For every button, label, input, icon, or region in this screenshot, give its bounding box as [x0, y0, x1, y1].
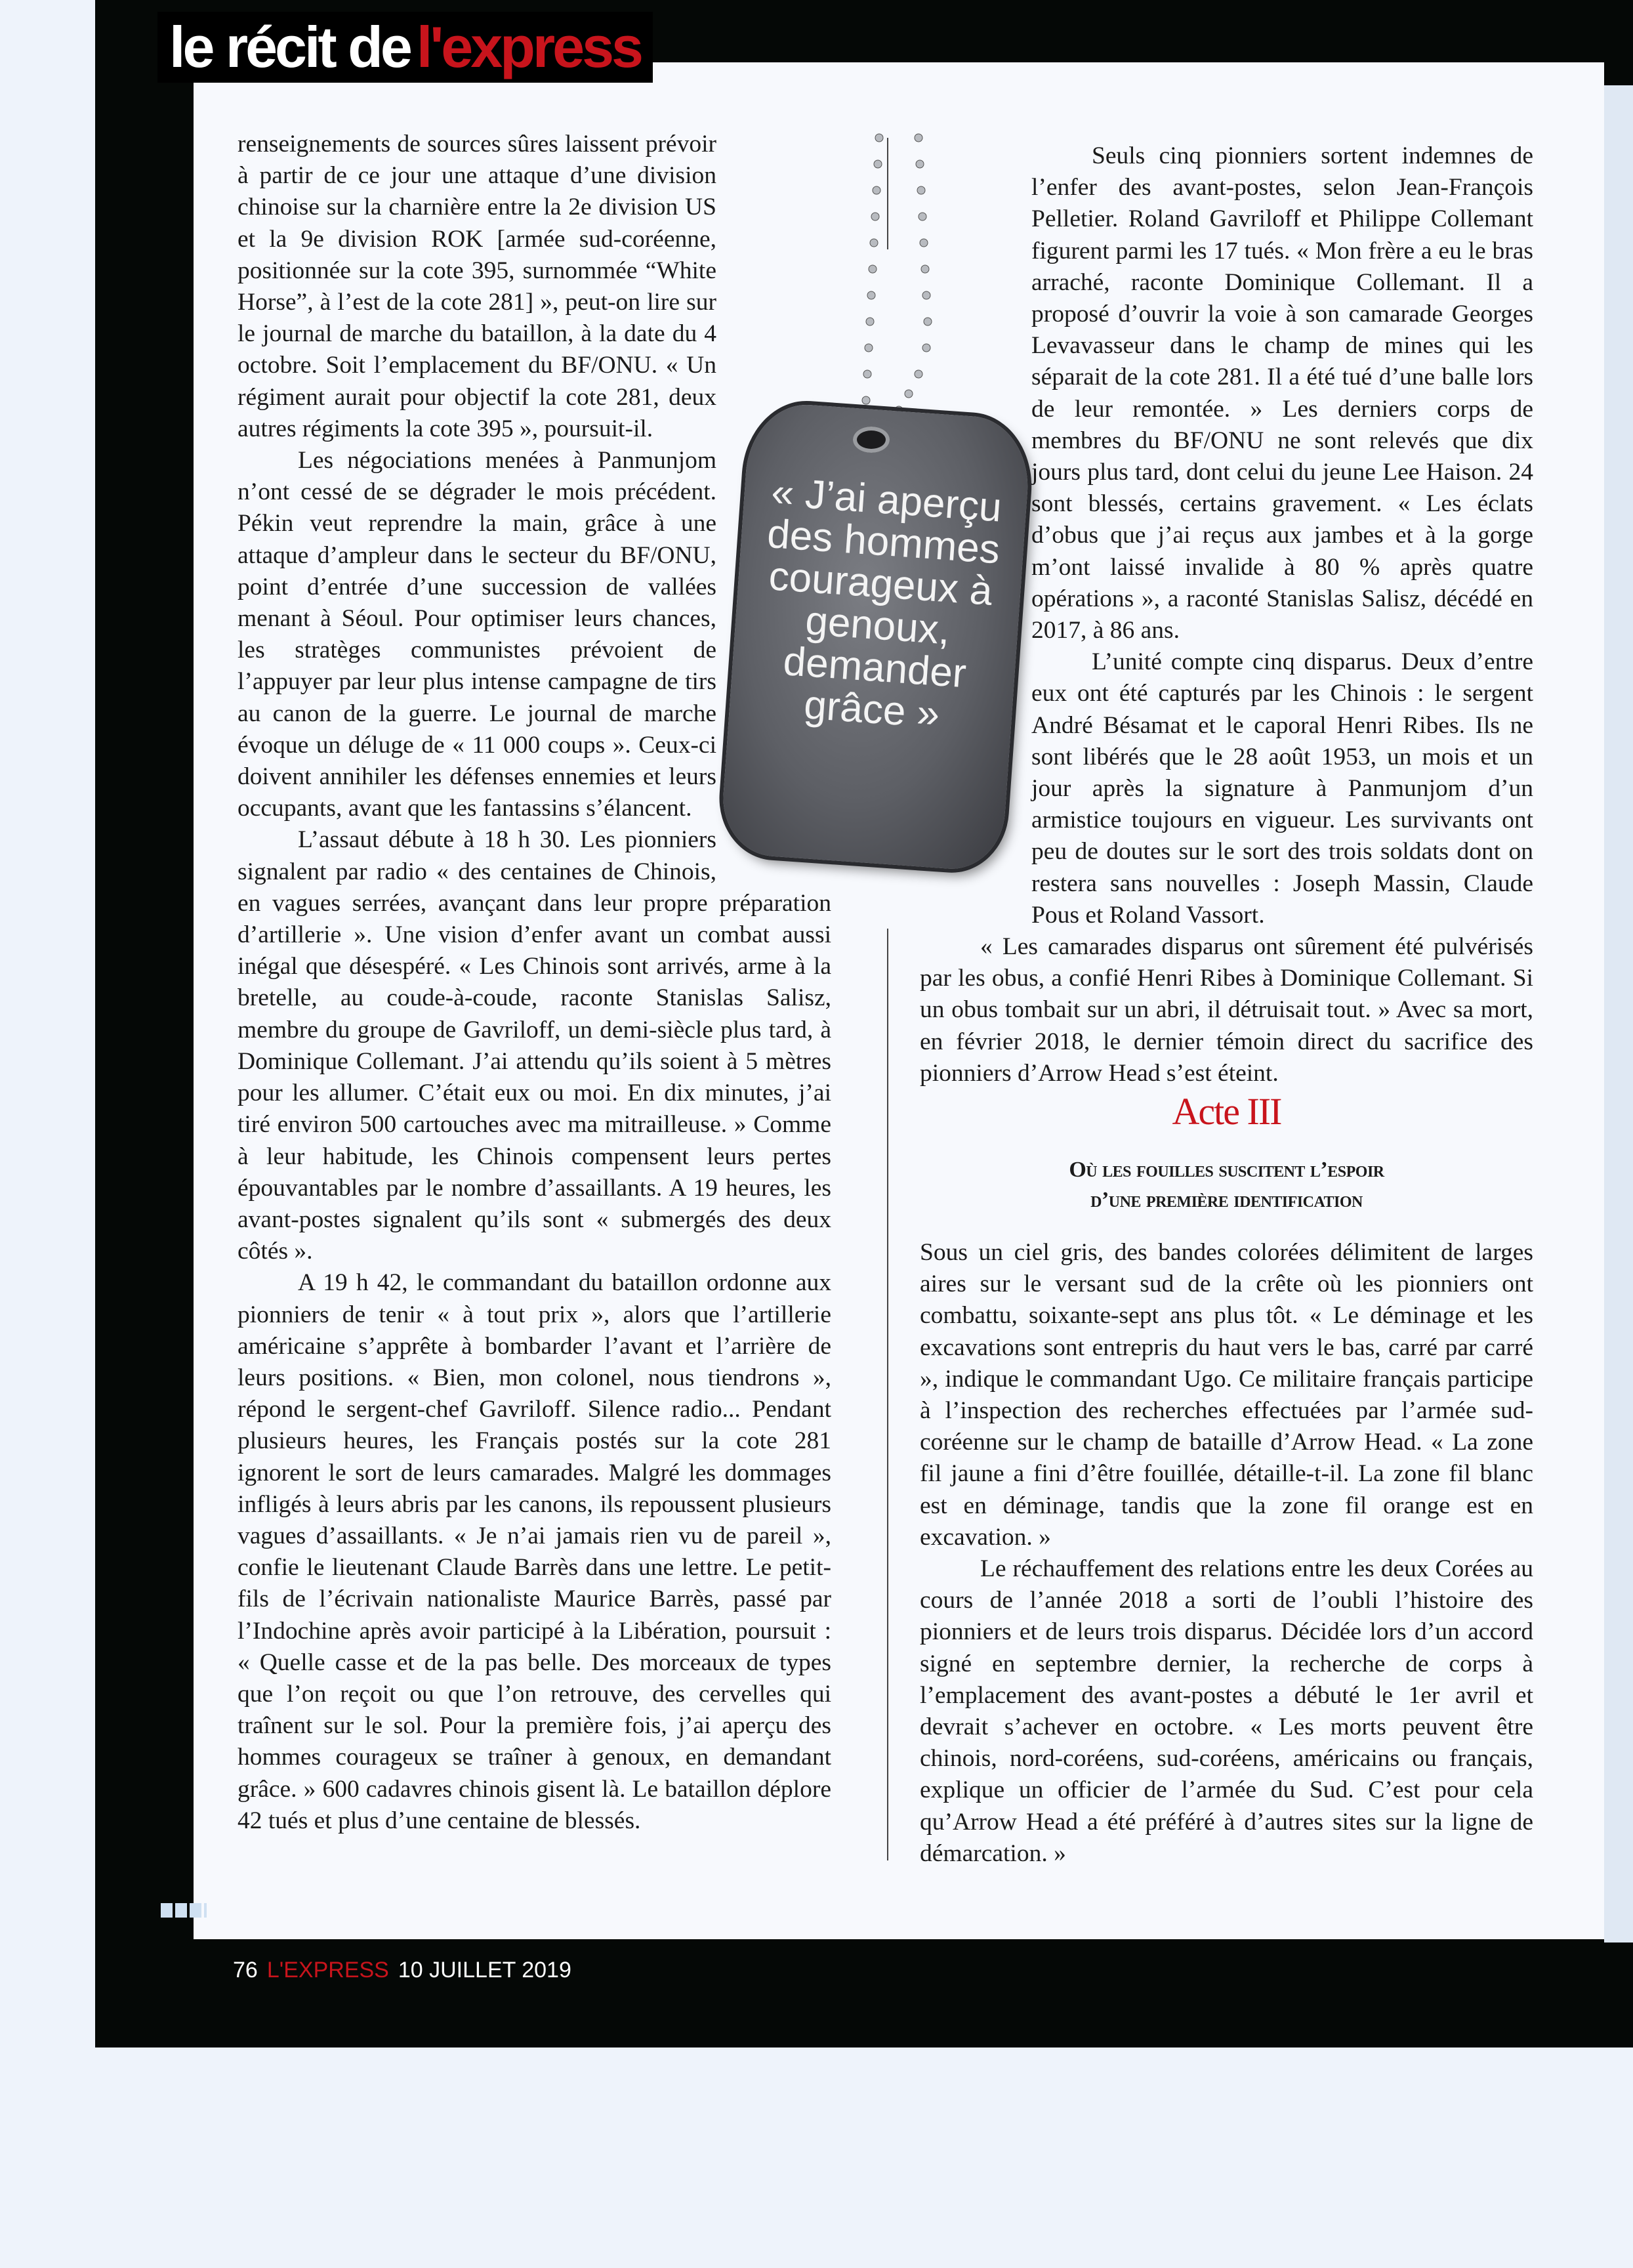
paragraph: « Les camarades disparus ont sûrement été pulvérisés par les obus, a confié Henri Ribes à Dominique Collemant. Si un obus tombait sur un abri, il détruisait tout. » Avec sa mort, en février 2018, le dernier témoin direct du sacrifice des pionniers d’Arrow Head s’est éteint. [920, 933, 1533, 1087]
issue-date: 10 JUILLET 2019 [398, 1958, 571, 1983]
paragraph: L’assaut débute à 18 h 30. Les pionniers signalent par radio « des centaines de Chinois, en vagues serrées, avançant dans leur propre préparation d’artillerie ». Une vision d’enfer avant un combat aussi inégal que désespéré. « Les Chinois sont arrivés, arme à la bretelle, au coude-à-coude, raconte Stanislas Salisz, membre du groupe de Gavriloff, un demi-siècle plus tard, à Dominique Collemant. J’ai attendu qu’ils soient à 5 mètres pour les allumer. C’était eux ou moi. En dix minutes, j’ai tiré environ 500 cartouches avec ma mitrailleuse. » Comme à leur habitude, les Chinois compensent leurs pertes épouvantables par le nombre d’assaillants. A 19 heures, les avant-postes signalent qu’ils sont « submergés des deux côtés ». [238, 826, 831, 1265]
logo-text-red: l'express [416, 14, 641, 79]
paragraph: Seuls cinq pionniers sortent indemnes de l’enfer des avant-postes, selon Jean-François Pelletier. Roland Gavriloff et Philippe Collemant figurent parmi les 17 tués. « Mon frère a eu le bras arraché, raconte Dominique Collemant. Il a proposé d’ouvrir la voie à son camarade Georges Levavasseur dans le champ de mines qui les séparait de la cote 281. Il a été tué d’une balle lors de leur remontée. » Les derniers corps de membres du BF/ONU ne sont relevés que dix jours plus tard, dont celui du jeune Lee Haison. 24 sont blessés, certains gravement. « Les éclats d’obus que j’ai reçus aux jambes et à la gorge m’ont laissé invalide à 80 % après quatre opérations », a raconté Stanislas Salisz, décédé en 2017, à 86 ans. [1031, 142, 1533, 644]
logo-text-white: le récit de [169, 14, 410, 79]
pull-quote: « J’ai aperçu des hommes courageux à genoux, demander grâce » [766, 469, 1003, 737]
section-subtitle-line: d’une première identification [1090, 1188, 1363, 1212]
ball-chain-icon [853, 125, 945, 440]
page-footer [233, 1958, 571, 1983]
print-color-marks [161, 1903, 207, 1918]
dog-tag-hole-icon [853, 427, 890, 453]
section-title: Acte III [1172, 1090, 1281, 1133]
paragraph: L’unité compte cinq disparus. Deux d’entre eux ont été capturés par les Chinois : le sergent André Bésamat et le caporal Henri Ribes. Ils ne sont libérés que le 28 août 1953, un mois et un jour après la signature à Panmunjom d’un armistice toujours en vigueur. Les survivants ont peu de doutes sur le sort des trois soldats dont on restera sans nouvelles : Joseph Massin, Claude Pous et Roland Vassort. [1031, 648, 1533, 929]
paragraph: renseignements de sources sûres laissent prévoir à partir de ce jour une attaque d’une division chinoise sur la charnière entre la 2e division US et la 9e division ROK [armée sud-coréenne, positionnée sur la cote 395, surnommée “White Horse”, à l’est de la cote 281] », peut-on lire sur le journal de marche du bataillon, à la date du 4 octobre. Soit l’emplacement du BF/ONU. « Un régiment aurait pour objectif la cote 281, deux autres régiments la cote 395 », poursuit-il. [238, 131, 716, 442]
article-column-right-section [920, 1237, 1533, 1870]
paragraph: Sous un ciel gris, des bandes colorées délimitent de larges aires sur le versant sud de la crête où les pionniers ont combattu, soixante-sept ans plus tôt. « Le déminage et les excavations sont entrepris du haut vers le bas, carré par carré », indique le commandant Ugo. Ce militaire français participe à l’inspection des recherches effectuées par l’armée sud-coréenne sur le champ de bataille d’Arrow Head. « La zone fil jaune a fini d’être fouillée, détaille-t-il. La zone fil blanc est en déminage, tandis que la zone fil orange est en excavation. » [920, 1239, 1533, 1551]
page-number: 76 [233, 1958, 258, 1983]
article-column-left [238, 129, 831, 1837]
paragraph: A 19 h 42, le commandant du bataillon ordonne aux pionniers de tenir « à tout prix », alors que l’artillerie américaine s’apprête à bombarder l’avant et l’arrière de leurs positions. « Bien, mon colonel, nous tiendrons », répond le sergent-chef Gavriloff. Silence radio... Pendant plusieurs heures, les Français postés sur la cote 281 ignorent le sort de leurs camarades. Malgré les dommages infligés à leurs abris par les canons, ils repoussent plusieurs vagues d’assaillants. « Je n’ai jamais rien vu de pareil », confie le lieutenant Claude Barrès dans une lettre. Le petit-fils de l’écrivain nationaliste Maurice Barrès, passé par l’Indochine après avoir participé à la Libération, poursuit : « Quelle casse et de la pas belle. Des morceaux de types que l’on reçoit ou que l’on retrouve, des cervelles qui traînent sur le sol. Pour la première fois, j’ai aperçu des hommes courageux se traîner à genoux, en demandant grâce. » 600 cadavres chinois gisent là. Le bataillon déplore 42 tués et plus d’une centaine de blessés. [238, 1269, 831, 1834]
next-page-edge [1604, 85, 1633, 1942]
section-subtitle-line: Où les fouilles suscitent l’espoir [1069, 1158, 1384, 1182]
section-logo [157, 12, 653, 83]
paragraph: Les négociations menées à Panmunjom n’ont cessé de se dégrader le mois précédent. Pékin veut reprendre la main, grâce à une attaque d’ampleur dans le secteur du BF/ONU, point d’entrée d’une succession de vallées menant à Séoul. Pour optimiser leurs chances, les stratèges communistes prévoient de l’appuyer par leur plus intense campagne de tirs au canon de la guerre. Le journal de marche évoque un déluge de « 11 000 coups ». Ceux-ci doivent annihiler les défenses ennemies et leurs occupants, avant que les fantassins s’élancent. [238, 447, 716, 822]
section-subtitle [920, 1155, 1533, 1215]
footer-brand: L'EXPRESS [266, 1958, 389, 1983]
paragraph: Le réchauffement des relations entre les deux Corées au cours de l’année 2018 a sorti de l’oubli l’histoire des pionniers et de leurs trois disparus. Décidée lors d’un accord signé en septembre dernier, la recherche de corps à l’emplacement des avant-postes a débuté le 1er avril et devrait s’achever en octobre. « Les morts peuvent être chinois, nord-coréens, sud-coréens, américains ou français, explique un officier de l’armée du Sud. C’est pour cela qu’Arrow Head a été préféré à d’autres sites sur la ligne de démarcation. » [920, 1555, 1533, 1867]
column-divider [887, 929, 888, 1860]
